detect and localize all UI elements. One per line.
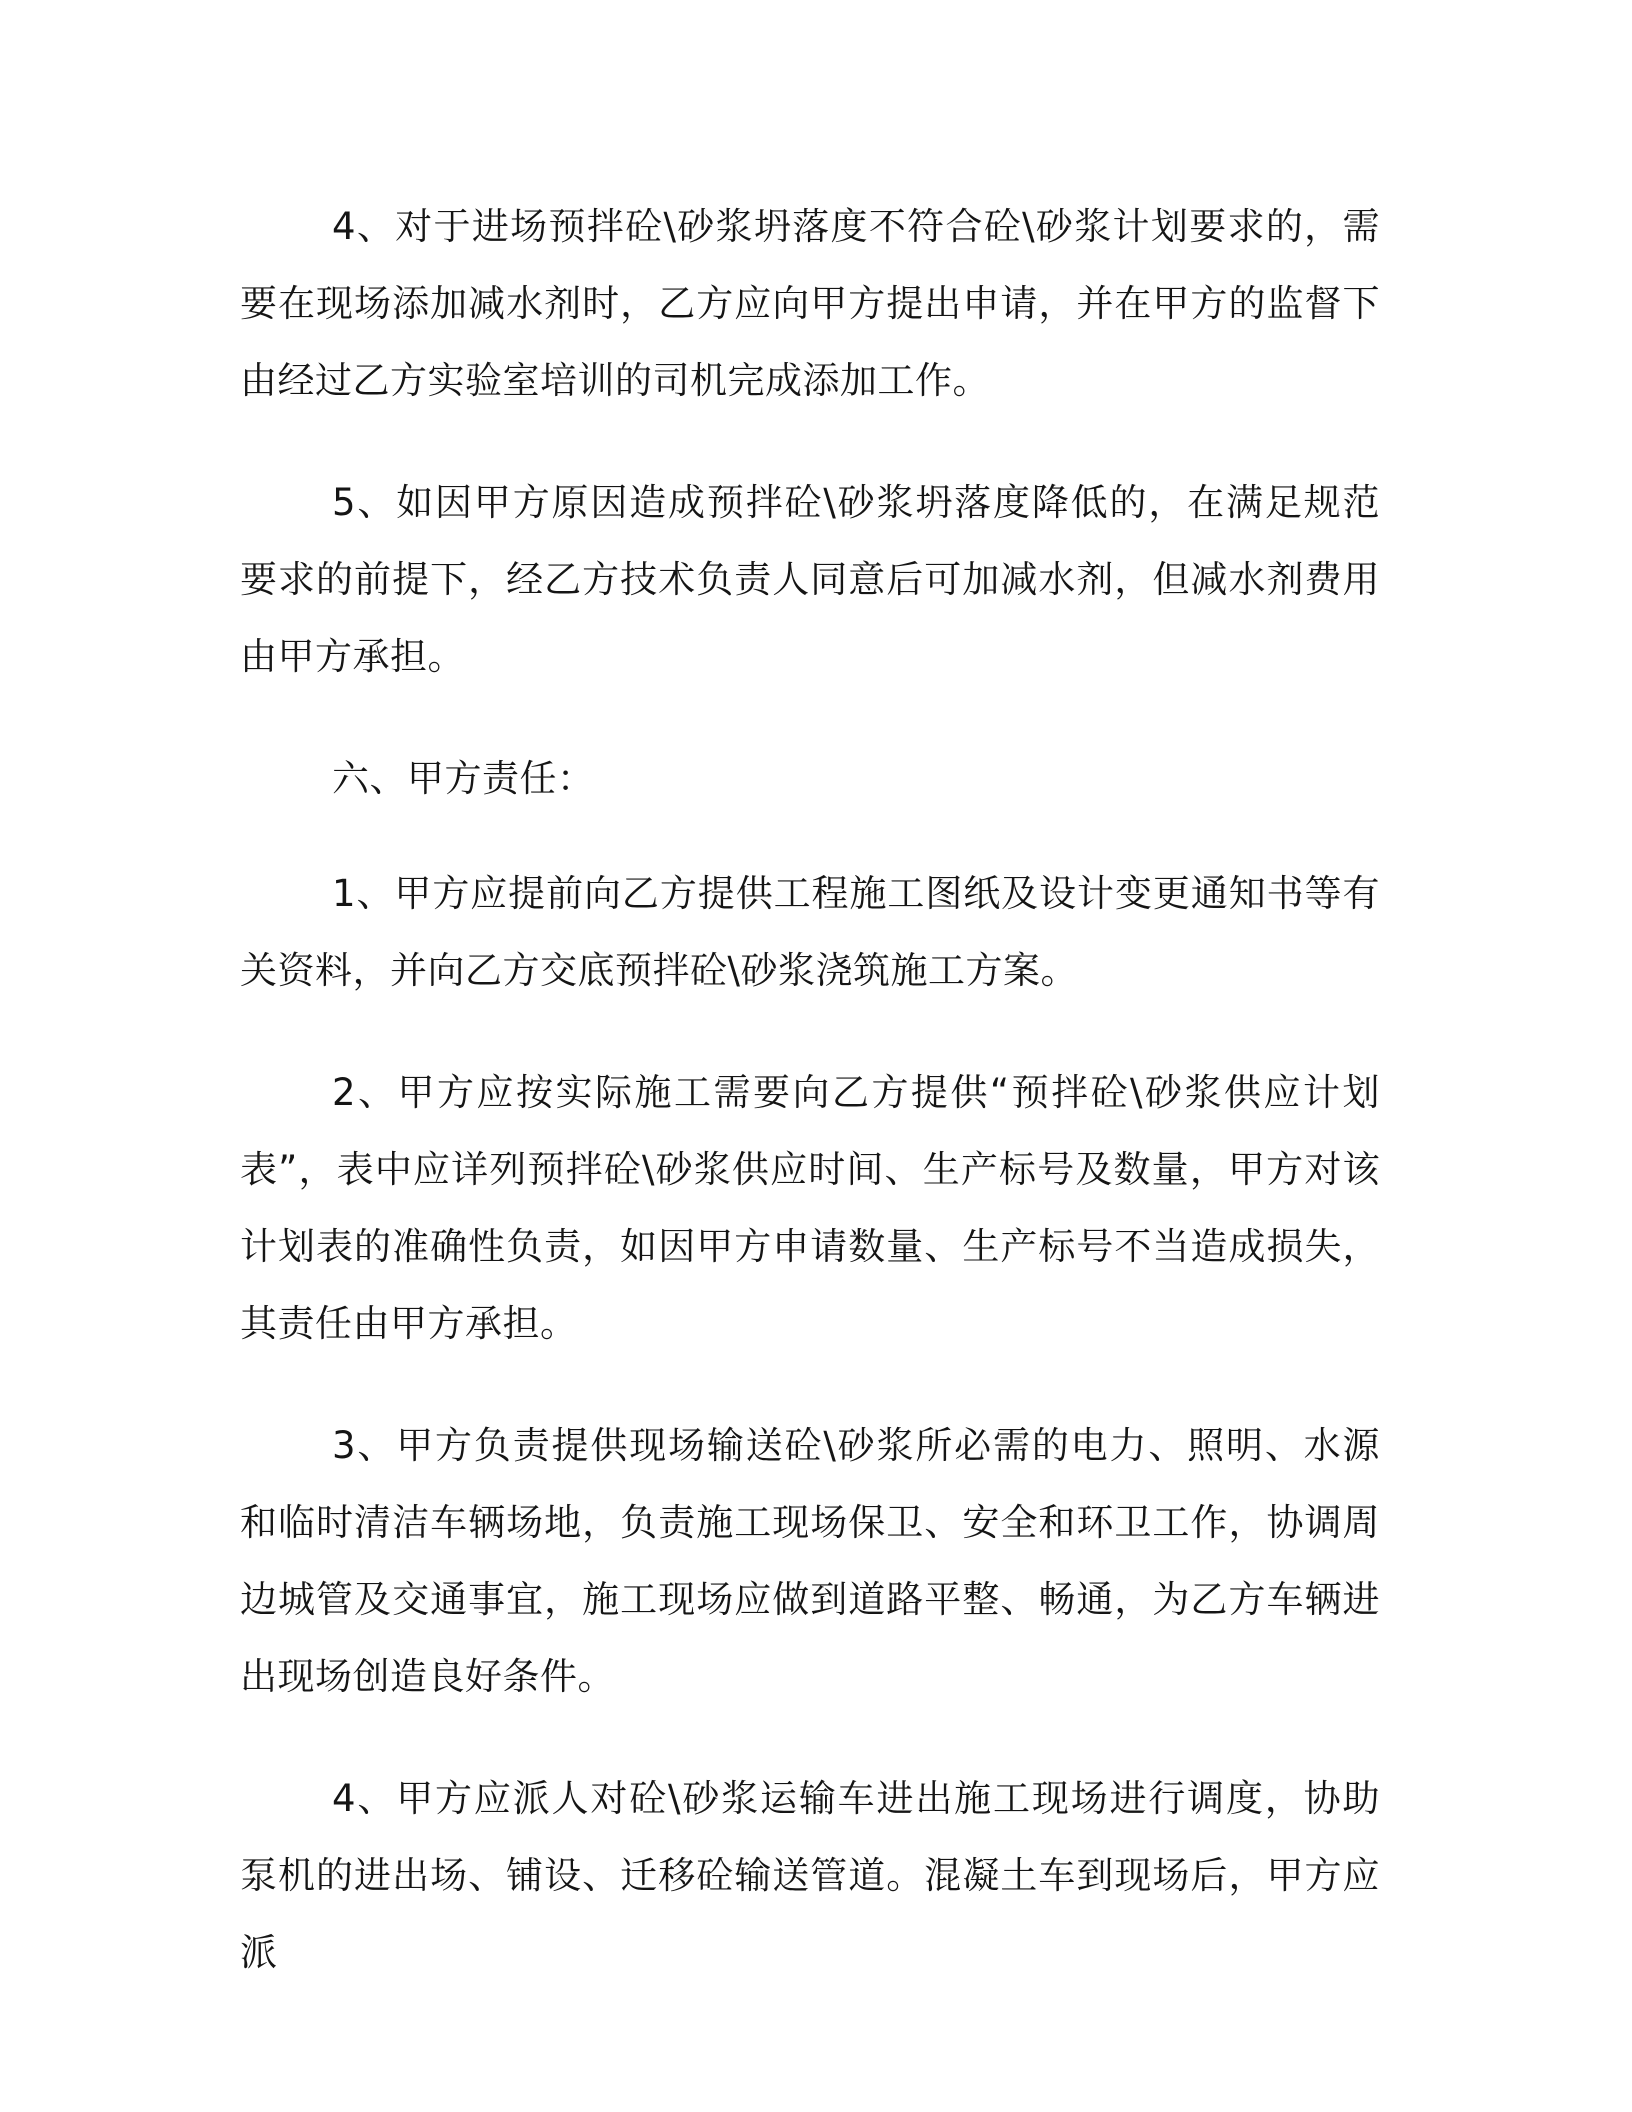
paragraph-clause-5-slump-reduction: 5、如因甲方原因造成预拌砼\砂浆坍落度降低的，在满足规范要求的前提下，经乙方技术负责人同意后可加减水剂，但减水剂费用由甲方承担。 [240,481,1380,678]
paragraph-party-a-clause-4: 4、甲方应派人对砼\砂浆运输车进出施工现场进行调度，协助泵机的进出场、铺设、迁移砼输送管道。混凝土车到现场后，甲方应派 [240,1777,1380,1974]
paragraph-clause-4-slump-adjustment: 4、对于进场预拌砼\砂浆坍落度不符合砼\砂浆计划要求的，需要在现场添加减水剂时，乙方应向甲方提出申请，并在甲方的监督下由经过乙方实验室培训的司机完成添加工作。 [240,205,1380,402]
paragraph-party-a-clause-2: 2、甲方应按实际施工需要向乙方提供“预拌砼\砂浆供应计划表”，表中应详列预拌砼\砂浆供应时间、生产标号及数量，甲方对该计划表的准确性负责，如因甲方申请数量、生产标号不当造成损失，其责任由甲方承担。 [240,1071,1380,1345]
section-heading-party-a-responsibilities: 六、甲方责任： [332,757,595,800]
paragraph-party-a-clause-3: 3、甲方负责提供现场输送砼\砂浆所必需的电力、照明、水源和临时清洁车辆场地，负责施工现场保卫、安全和环卫工作，协调周边城管及交通事宜，施工现场应做到道路平整、畅通，为乙方车辆进出现场创造良好条件。 [240,1424,1380,1698]
document-body [240,188,1380,2036]
paragraph-party-a-clause-1: 1、甲方应提前向乙方提供工程施工图纸及设计变更通知书等有关资料，并向乙方交底预拌砼\砂浆浇筑施工方案。 [240,872,1380,992]
